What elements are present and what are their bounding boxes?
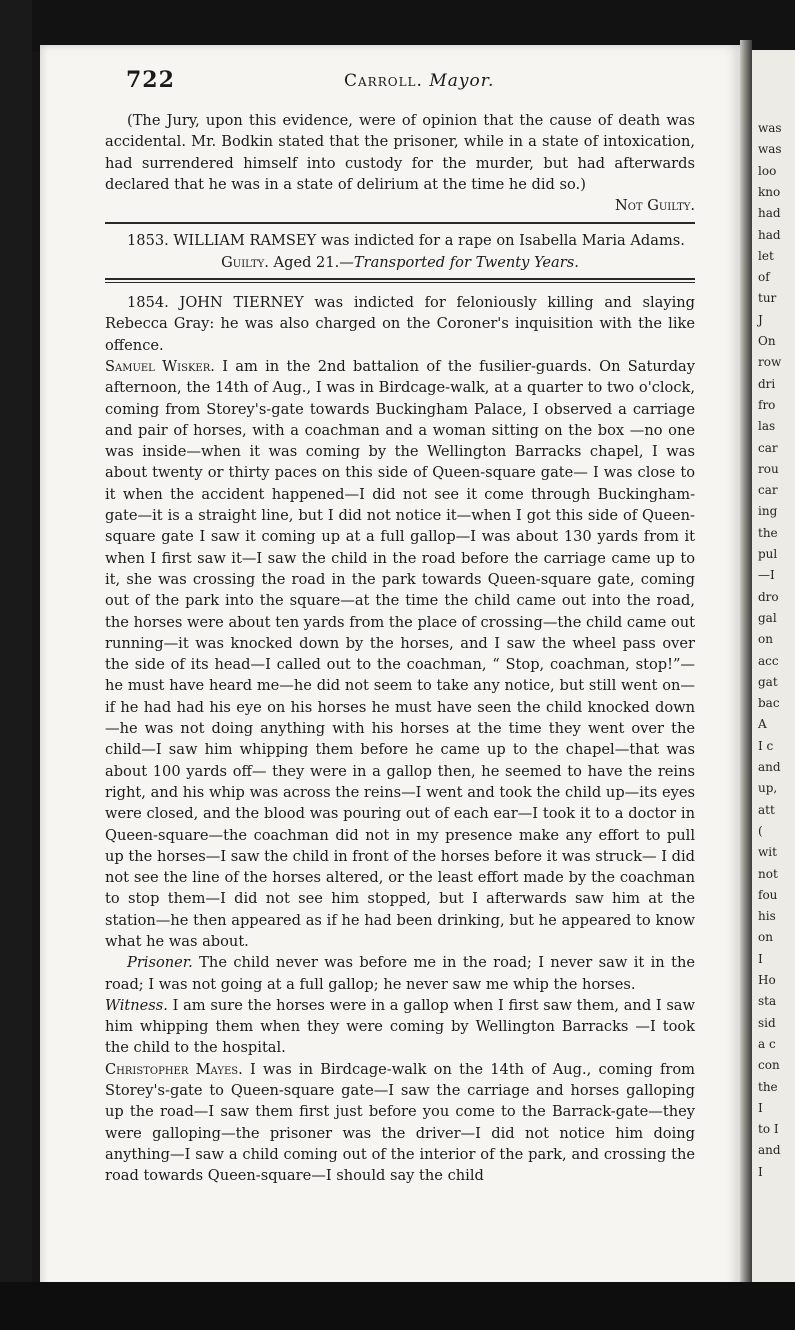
running-head-name: Carroll bbox=[344, 71, 417, 91]
case-1853-verdict bbox=[105, 252, 695, 273]
facing-page-word: tur bbox=[758, 291, 777, 306]
facing-page-word: pul bbox=[758, 547, 778, 561]
page-number: 722 bbox=[126, 67, 175, 93]
facing-page-word: con bbox=[758, 1058, 780, 1073]
witness-wisker-testimony bbox=[105, 356, 695, 952]
page-body bbox=[105, 110, 695, 1187]
facing-page-word: fou bbox=[758, 887, 778, 902]
facing-page-word: and bbox=[758, 760, 781, 774]
witness-label: Witness. bbox=[105, 996, 168, 1014]
facing-page-word: A bbox=[758, 717, 767, 732]
facing-page-word: on bbox=[758, 930, 773, 945]
facing-page-word: rou bbox=[758, 461, 779, 476]
facing-page-word: had bbox=[758, 227, 781, 242]
verdict-not-guilty: Not Guilty. bbox=[614, 197, 695, 215]
facing-page-word: the bbox=[758, 1079, 778, 1094]
jury-note: (The Jury, upon this evidence, were of opinion that the cause of death was accidental. Mr. Bodkin stated that the prisoner, while in a state of intoxication, had surrendered himself into custody for the murder, but had afterwards declared that he was in a state of delirium at the time he did so.) bbox=[105, 112, 695, 193]
facing-page-word: sid bbox=[758, 1015, 776, 1030]
facing-page-word: car bbox=[758, 483, 778, 498]
facing-page-word: kno bbox=[758, 184, 781, 199]
double-divider bbox=[105, 278, 695, 283]
facing-page-word: let bbox=[758, 248, 774, 263]
facing-page-word: had bbox=[758, 206, 781, 221]
facing-page-word: to I bbox=[758, 1122, 779, 1137]
facing-page-fragment bbox=[752, 50, 795, 1285]
divider bbox=[105, 222, 695, 224]
testimony-text: I am in the 2nd battalion of the fusilier-guards. On Saturday afternoon, the 14th of Aug., I was in Birdcage-walk, at a quarter to two o'clock, coming from Storey's-gate towards Buckingham Palace, I observed a carriage and pair of horses, with a coachman and a woman sitting on the box —no one was inside—when it was coming by the Wellington Barracks chapel, I was about twenty or thirty paces on this side of Queen-square gate— I was close to it when the accident happened—I did not see it come through Buckingham-gate—it is a straight line, but I did not notice it—when I got this side of Queen-square gate I saw it coming up at a full gallop—I was about 130 yards from it when I first saw it—I saw the child in the road before the carriage came up to it, she was crossing the road in the park towards Queen-square gate, coming out of the park into the square—at the time the child came out into the road, the horses were about ten yards from the place of crossing—the child came out running—it was knocked down by the horses, and I saw the wheel pass over the side of its head—I called out to the coachman, “ Stop, coachman, stop!”—he must have heard me—he did not seem to take any notice, but still went on—if he had had his eye on his horses he must have seen the child knocked down—he was not doing anything with his horses at the time they went over the child—I saw him whipping them before he came up to the chapel—that was about 100 yards off— they were in a gallop then, he seemed to have the reins right, and his whip was across the reins—I went and took the child up—its eyes were closed, and the blood was pouring out of each ear—I took it to a doctor in Queen-square—the coachman did not in my presence make any effort to pull up the horses—I saw the child in front of the horses before it was struck— I did not see the line of the horses altered, or the least effort made by the coachman to stop them—I did not see him stopped, but I afterwards saw him at the station—he then appeared as if he had been drinking, but he appeared to know what he was about. bbox=[105, 357, 695, 950]
case-1854-intro: 1854. JOHN TIERNEY was indicted for feloniously killing and slaying Rebecca Gray: he was also charged on the Coroner's inquisition with the like offence. bbox=[105, 294, 695, 354]
facing-page-word: fro bbox=[758, 397, 776, 412]
facing-page-word: J bbox=[758, 312, 763, 327]
facing-page-word: up, bbox=[758, 781, 778, 796]
facing-page-word: of bbox=[758, 270, 770, 285]
facing-page-word: car bbox=[758, 440, 778, 455]
facing-page-word: I bbox=[758, 1164, 763, 1179]
running-head-separator: . bbox=[416, 71, 430, 91]
facing-page-word: las bbox=[758, 419, 776, 434]
facing-page-word: loo bbox=[758, 163, 777, 178]
facing-page-word: the bbox=[758, 525, 778, 540]
facing-page-word: a c bbox=[758, 1036, 776, 1051]
facing-page-word: was bbox=[758, 142, 782, 157]
facing-page-word: ( bbox=[758, 823, 763, 838]
facing-page-word: I bbox=[758, 1100, 763, 1115]
witness-reply-text: I am sure the horses were in a gallop when I first saw them, and I saw him whipping them when they were coming by Wellington Barracks —I took the child to the hospital. bbox=[105, 996, 695, 1057]
testimony-text: I was in Birdcage-walk on the 14th of Aug., coming from Storey's-gate to Queen-square gate—I saw the carriage and horses galloping up the road—I saw them first just before you come to the Barrack-gate—they were galloping—the prisoner was the driver—I did not notice him doing anything—I saw a child coming out of the interior of the park, and crossing the road towards Queen-square—I should say the child bbox=[105, 1060, 695, 1185]
witness-name: Christopher Mayes. bbox=[105, 1060, 243, 1078]
verdict-age: Aged 21.— bbox=[268, 253, 354, 271]
witness-name: Samuel Wisker. bbox=[105, 357, 215, 375]
page-header bbox=[86, 67, 726, 97]
facing-page-word: wit bbox=[758, 845, 777, 860]
facing-page-word: gal bbox=[758, 610, 777, 625]
scan-border-left bbox=[0, 0, 32, 1330]
sentence: Transported for Twenty Years. bbox=[353, 253, 579, 271]
prisoner-label: Prisoner. bbox=[127, 954, 193, 972]
facing-page-word: bac bbox=[758, 696, 780, 711]
facing-page-word: acc bbox=[758, 653, 779, 668]
running-head bbox=[344, 71, 494, 91]
facing-page-word: gat bbox=[758, 674, 778, 689]
facing-page-word: not bbox=[758, 866, 778, 881]
book-gutter bbox=[740, 40, 752, 1290]
facing-page-word: I bbox=[758, 951, 763, 966]
facing-page-word: dri bbox=[758, 376, 776, 391]
facing-page-word: row bbox=[758, 355, 782, 370]
case-1853-text: 1853. WILLIAM RAMSEY was indicted for a rape on Isabella Maria Adams. bbox=[127, 232, 685, 250]
witness-reply bbox=[105, 995, 695, 1059]
prisoner-statement bbox=[105, 952, 695, 995]
facing-page-word: Ho bbox=[758, 973, 776, 987]
facing-page-word: sta bbox=[758, 994, 777, 1009]
facing-page-word: dro bbox=[758, 589, 779, 604]
verdict-guilty: Guilty. bbox=[221, 253, 269, 271]
running-head-title: Mayor. bbox=[429, 71, 495, 91]
facing-page-word: was bbox=[758, 121, 782, 135]
facing-page-word: on bbox=[758, 632, 773, 647]
facing-page-word: —I bbox=[758, 568, 775, 583]
scan-border-bottom bbox=[0, 1282, 795, 1330]
witness-mayes-testimony bbox=[105, 1059, 695, 1187]
facing-page-word: ing bbox=[758, 504, 778, 519]
facing-page-word: On bbox=[758, 334, 776, 348]
facing-page-word: att bbox=[758, 802, 775, 817]
facing-page-word: I c bbox=[758, 738, 774, 753]
facing-page-word: and bbox=[758, 1143, 781, 1158]
prisoner-text: The child never was before me in the road; I never saw it in the road; I was not going at a full gallop; he never saw me whip the horses. bbox=[105, 954, 695, 993]
facing-page-word: his bbox=[758, 909, 776, 924]
